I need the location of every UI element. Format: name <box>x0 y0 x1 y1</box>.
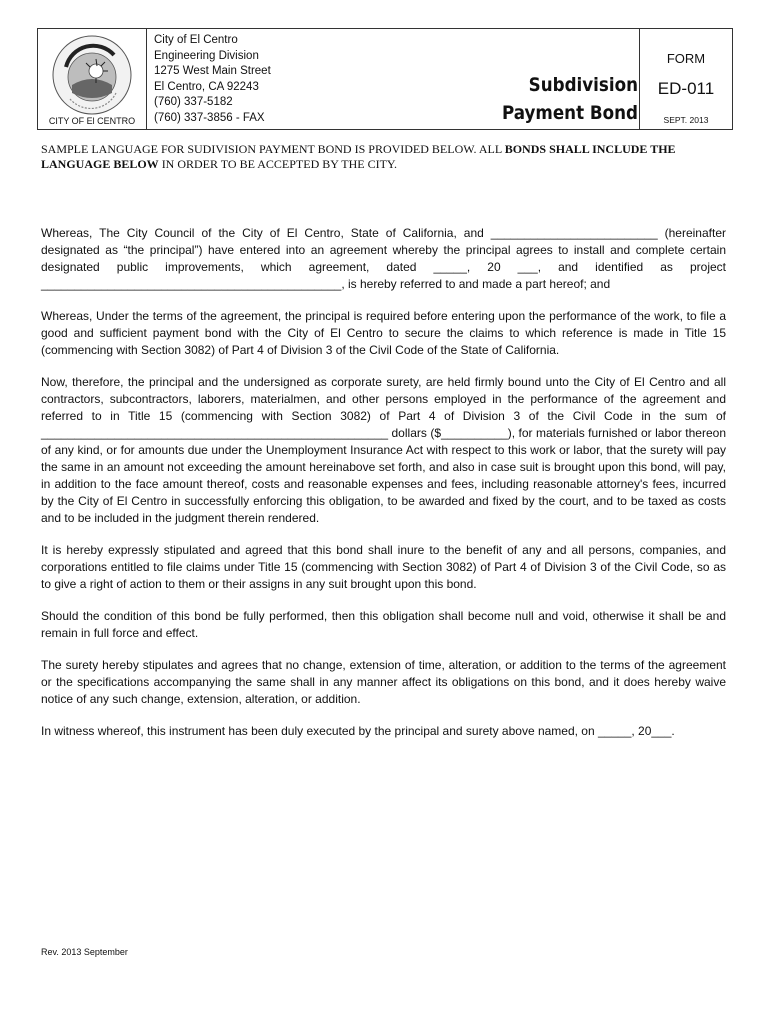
paragraph-now-therefore: Now, therefore, the principal and the undersigned as corporate surety, are held firmly bound unto the City of El Centro and all contractors, subcontractors, laborers, materialmen, and other persons employed in the performance of the agreement and referred to in Title 15 (commencing with Section 3082) of Part 4 of Division 3 of the Civil Code in the sum of ____________________________________________________ dollars ($__________), for materials furnished or labor thereon of any kind, or for amounts due under the Unemployment Insurance Act with respect to this work or labor, that the surety will pay the same in an amount not exceeding the amount hereinabove set forth, and also in case suit is brought upon this bond, will pay, in addition to the face amount thereof, costs and reasonable expenses and fees, including reasonable attorney's fees, incurred by the City of El Centro in successfully enforcing this obligation, to be awarded and fixed by the court, and to be taxed as costs and to be included in the judgment therein rendered. <box>41 375 726 525</box>
paragraph-whereas-terms: Whereas, Under the terms of the agreement, the principal is required before entering upon the performance of the work, to file a good and sufficient payment bond with the City of El Centro to secure the claims to which reference is made in Title 15 (commencing with Section 3082) of Part 4 of Division 3 of the Civil Code of the State of California. <box>41 309 726 357</box>
form-header <box>37 28 733 130</box>
revision-footer: Rev. 2013 September <box>41 947 128 957</box>
logo-caption: CITY OF El CENTRO <box>48 116 136 126</box>
address-line: (760) 337-5182 <box>154 96 233 108</box>
city-logo-box <box>38 29 147 129</box>
address-line: El Centro, CA 92243 <box>154 80 259 93</box>
paragraph-surety-agrees: The surety hereby stipulates and agrees that no change, extension of time, alteration, or addition to the terms of the agreement or the specifications accompanying the same shall in any manner affect its obligations on this bond, and it does hereby waive notice of any such change, extension, alteration, or addition. <box>41 658 726 706</box>
paragraph-witness: In witness whereof, this instrument has been duly executed by the principal and surety above named, on _____, 20___. <box>41 724 675 738</box>
paragraph-condition: Should the condition of this bond be fully performed, then this obligation shall become null and void, otherwise it shall be and remain in full force and effect. <box>41 609 726 640</box>
form-title-line1: Subdivision <box>528 74 638 96</box>
bond-body <box>41 225 726 755</box>
address-line: Engineering Division <box>154 49 259 62</box>
intro-text: SAMPLE LANGUAGE FOR SUDIVISION PAYMENT BOND IS PROVIDED BELOW. ALL <box>41 142 505 156</box>
form-label: FORM <box>666 51 706 66</box>
address-line: (760) 337-3856 - FAX <box>154 111 265 124</box>
city-address-block <box>154 33 271 126</box>
intro-notice <box>41 142 726 172</box>
intro-bold-text: BONDS SHALL INCLUDE THE LANGUAGE BELOW <box>41 142 676 171</box>
address-line: 1275 West Main Street <box>154 65 271 77</box>
form-id-box <box>639 29 732 129</box>
form-title <box>480 71 638 127</box>
address-line: City of El Centro <box>154 34 238 46</box>
paragraph-whereas-council: Whereas, The City Council of the City of El Centro, State of California, and _________________________ (hereinafter designated as “the principal”) have entered into an agreement whereby the principal agrees to install and complete certain designated public improvements, which agreement, dated _____, 20 ___, and identified as project _____________________________________________, is hereby referred to and made a part hereof; and <box>41 226 726 291</box>
form-title-line2: Payment Bond <box>501 102 638 124</box>
city-seal-icon <box>50 33 134 117</box>
paragraph-stipulated: It is hereby expressly stipulated and agreed that this bond shall inure to the benefit of any and all persons, companies, and corporations entitled to file claims under Title 15 (commencing with Section 3082) of Part 4 of Division 3 of the Civil Code, so as to give a right of action to them or their assigns in any suit brought upon this bond. <box>41 543 726 591</box>
intro-text-end: IN ORDER TO BE ACCEPTED BY THE CITY. <box>158 157 398 171</box>
form-number: ED-011 <box>657 79 715 98</box>
form-date: SEPT. 2013 <box>663 115 709 125</box>
